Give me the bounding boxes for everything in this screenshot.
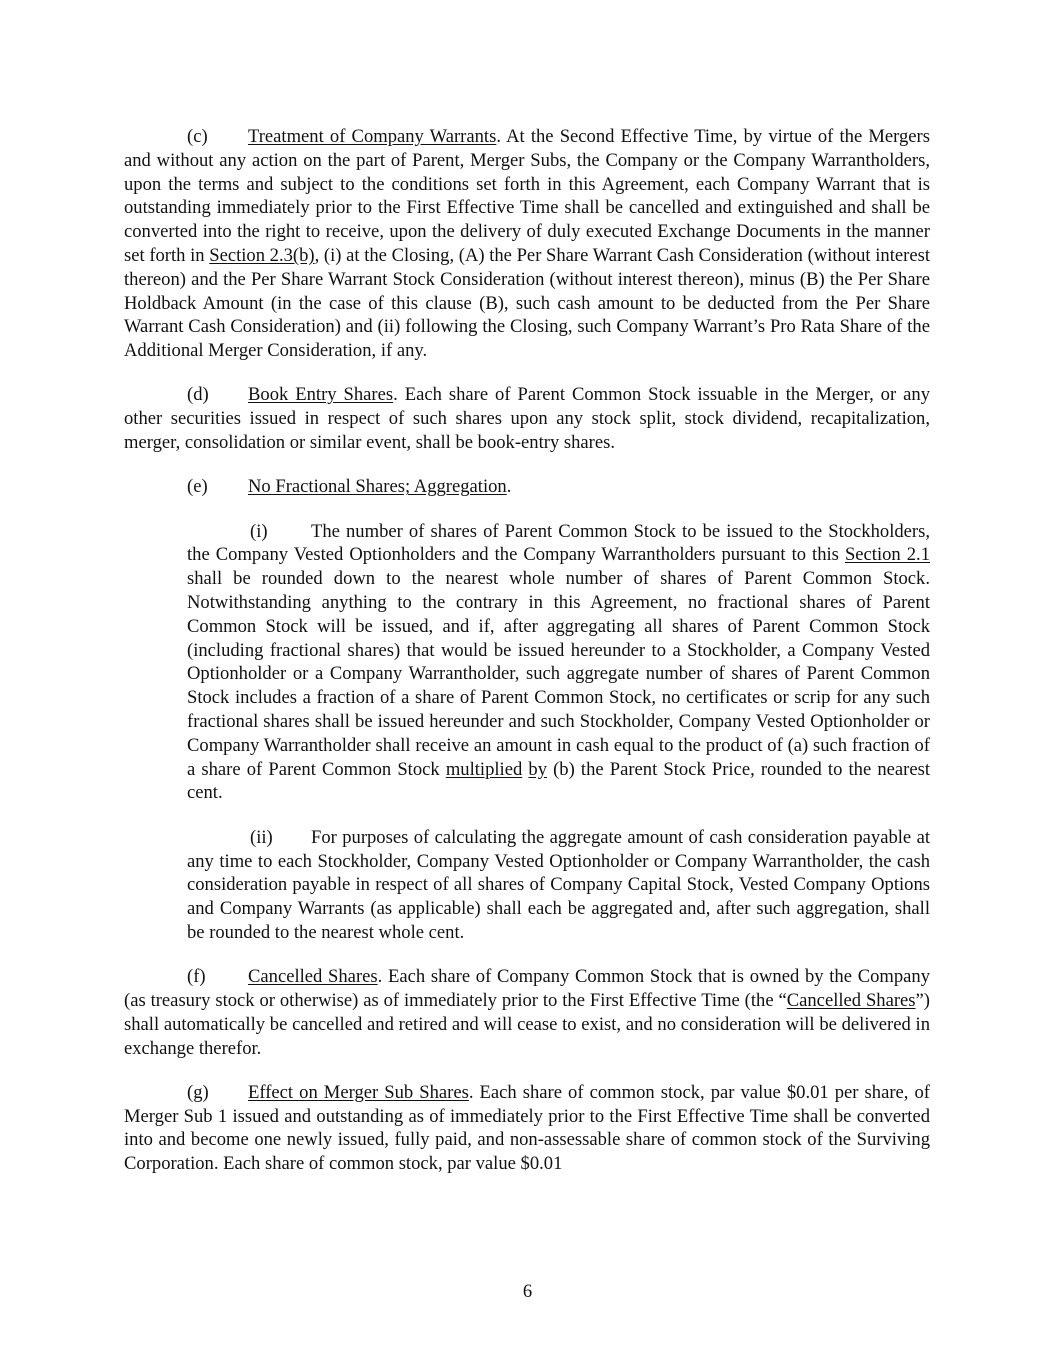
paragraph-label: (e) bbox=[187, 476, 208, 498]
paragraph-text: . Each share of common stock, par value $0.01 per share, of Merger Sub 1 issued and outstanding as of immediately prior to the First Effective Time shall be converted into and become one newly issued, fully paid, and non-assessable share of common stock of the Surviving Corporation. Each share of common stock, par value $0.01 bbox=[124, 1081, 930, 1175]
paragraph-f bbox=[124, 965, 930, 1060]
paragraph-text: ”) shall automatically be cancelled and retired and will cease to exist, and no consideration will be delivered in exchange therefor. bbox=[124, 990, 930, 1059]
paragraph-label: (c) bbox=[187, 126, 208, 147]
paragraph-label: (ii) bbox=[250, 826, 273, 848]
page-number: 6 bbox=[522, 1281, 533, 1302]
paragraph-g bbox=[124, 1081, 930, 1176]
paragraph-label: (d) bbox=[187, 384, 209, 406]
paragraph-c bbox=[124, 125, 930, 363]
paragraph-text: The number of shares of Parent Common Stock to be issued to the Stockholders, the Company Vested Optionholders and the Company Warrantholders pursuant to this bbox=[187, 520, 930, 566]
paragraph-d bbox=[124, 383, 930, 454]
underlined-term: Treatment of Company Warrants bbox=[248, 126, 497, 147]
document-body bbox=[124, 125, 930, 1197]
paragraph-text: For purposes of calculating the aggregate amount of cash consideration payable at any time to each Stockholder, Company Vested Optionholder or Company Warrantholder, the cash consideration payable in respect of all shares of Company Capital Stock, Vested Company Options and Company Warrants (as applicable) shall each be aggregated and, after such aggregation, shall be rounded to the nearest whole cent. bbox=[187, 826, 930, 943]
paragraph-text: (b) the Parent Stock Price, rounded to the nearest cent. bbox=[187, 758, 930, 804]
paragraph-label: (i) bbox=[250, 520, 268, 542]
paragraph-text: . Each share of Company Common Stock that is owned by the Company (as treasury stock or otherwise) as of immediately prior to the First Effective Time (the “ bbox=[124, 966, 931, 1011]
underlined-term: Book Entry Shares bbox=[248, 384, 394, 406]
underlined-term: Cancelled Shares bbox=[248, 966, 378, 988]
paragraph-text: . Each share of Parent Common Stock issuable in the Merger, or any other securities issued in respect of such shares upon any stock split, stock dividend, recapitalization, merger, consolidation or similar event, shall be book-entry shares. bbox=[124, 384, 930, 454]
underlined-term: No Fractional Shares; Aggregation bbox=[248, 476, 507, 498]
paragraph-e bbox=[124, 475, 930, 499]
paragraph-text: . bbox=[506, 476, 512, 498]
underlined-term: Cancelled Shares bbox=[786, 990, 916, 1011]
underlined-term: by bbox=[528, 758, 547, 780]
underlined-term: multiplied bbox=[445, 758, 523, 780]
underlined-term: Section 2.3(b) bbox=[209, 244, 315, 266]
paragraph-text: . At the Second Effective Time, by virtue of the Mergers and without any action on the part of Parent, Merger Subs, the Company or the Company Warrantholders, upon the terms and subject to the conditions set forth in this Agreement, each Company Warrant that is outstanding immediately prior to the First Effective Time shall be cancelled and extinguished and shall be converted into the right to receive, upon the delivery of duly executed Exchange Documents in the manner set forth in bbox=[124, 126, 930, 266]
underlined-term: Effect on Merger Sub Shares bbox=[248, 1081, 469, 1103]
underlined-term: Section 2.1 bbox=[844, 544, 930, 566]
paragraph-label: (g) bbox=[187, 1081, 209, 1103]
paragraph-label: (f) bbox=[187, 966, 206, 988]
paragraph-text: shall be rounded down to the nearest whole number of shares of Parent Common Stock. Notwithstanding anything to the contrary in this Agreement, no fractional shares of Parent Common Stock will be issued, and if, after aggregating all shares of Parent Common Stock (including fractional shares) that would be issued hereunder to a Stockholder, a Company Vested Optionholder or a Company Warrantholder, such aggregate number of shares of Parent Common Stock includes a fraction of a share of Parent Common Stock, no certificates or scrip for any such fractional shares shall be issued hereunder and such Stockholder, Company Vested Optionholder or Company Warrantholder shall receive an amount in cash equal to the product of (a) such fraction of a share of Parent Common Stock bbox=[187, 568, 930, 780]
paragraph-i bbox=[187, 520, 930, 806]
paragraph-ii bbox=[187, 826, 930, 945]
paragraph-text: , (i) at the Closing, (A) the Per Share Warrant Cash Consideration (without interest thereon) and the Per Share Warrant Stock Consideration (without interest thereon), minus (B) the Per Share Holdback Amount (in the case of this clause (B), such cash amount to be deducted from the Per Share Warrant Cash Consideration) and (ii) following the Closing, such Company Warrant’s Pro Rata Share of the Additional Merger Consideration, if any. bbox=[124, 244, 930, 362]
